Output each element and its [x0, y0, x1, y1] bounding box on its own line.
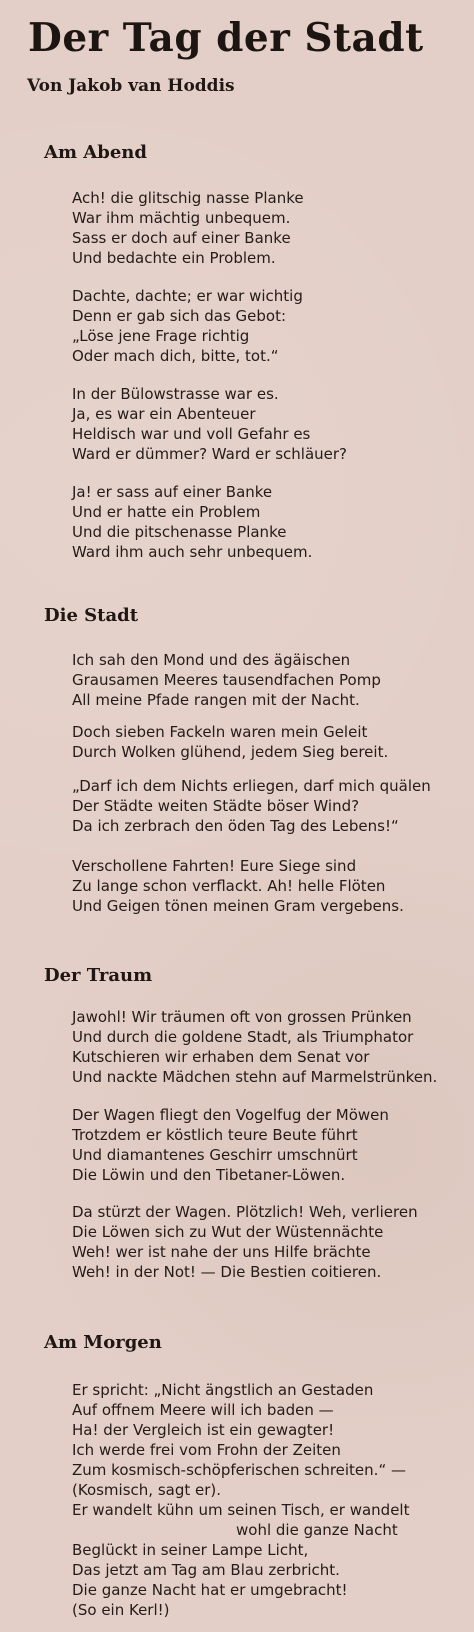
poem-line: Ja! er sass auf einer Banke	[72, 483, 273, 501]
poem-line: Ich werde frei vom Frohn der Zeiten	[72, 1441, 341, 1459]
stanza	[72, 650, 464, 710]
poem-line: Und Geigen tönen meinen Gram vergebens.	[72, 897, 404, 915]
poem-line: All meine Pfade rangen mit der Nacht.	[72, 691, 360, 709]
poem-line: wohl die ganze Nacht	[236, 1521, 398, 1539]
poem-line: Ich sah den Mond und des ägäischen	[72, 651, 351, 669]
poem-line: Oder mach dich, bitte, tot.“	[72, 347, 279, 365]
stanza	[72, 188, 464, 268]
section-title-die-stadt: Die Stadt	[44, 605, 139, 626]
poem-line: Beglückt in seiner Lampe Licht,	[72, 1541, 309, 1559]
poem-line: Grausamen Meeres tausendfachen Pomp	[72, 671, 381, 689]
poem-line: Zum kosmisch-schöpferischen schreiten.“ —	[72, 1461, 406, 1479]
poem-line: Kutschieren wir erhaben dem Senat vor	[72, 1048, 370, 1066]
poem-line: Die ganze Nacht hat er umgebracht!	[72, 1581, 348, 1599]
section-title-am-abend: Am Abend	[44, 142, 147, 163]
poem-line: Trotzdem er köstlich teure Beute führt	[72, 1126, 358, 1144]
poem-line: Der Städte weiten Städte böser Wind?	[72, 797, 360, 815]
poem-line: Denn er gab sich das Gebot:	[72, 307, 287, 325]
poem-line: Ward er dümmer? Ward er schläuer?	[72, 445, 348, 463]
poem-line: (Kosmisch, sagt er).	[72, 1481, 222, 1499]
stanza	[72, 1105, 464, 1185]
poem-line: Der Wagen fliegt den Vogelfug der Möwen	[72, 1106, 389, 1124]
poem-line: „Löse jene Frage richtig	[72, 327, 250, 345]
poem-line: Auf offnem Meere will ich baden —	[72, 1401, 334, 1419]
poem-line: Da ich zerbrach den öden Tag des Lebens!“	[72, 817, 399, 835]
poem-title: Der Tag der Stadt	[28, 15, 424, 61]
poem-line: Ja, es war ein Abenteuer	[72, 405, 256, 423]
poem-line: Dachte, dachte; er war wichtig	[72, 287, 303, 305]
stanza	[72, 1202, 464, 1282]
section-title-am-morgen: Am Morgen	[44, 1332, 162, 1353]
poem-line: Und durch die goldene Stadt, als Triumphator	[72, 1028, 414, 1046]
stanza	[72, 286, 464, 366]
poem-line: In der Bülowstrasse war es.	[72, 385, 279, 403]
poem-line: Er spricht: „Nicht ängstlich an Gestaden	[72, 1381, 374, 1399]
stanza	[72, 1007, 464, 1087]
poem-line: Die Löwen sich zu Wut der Wüstennächte	[72, 1223, 384, 1241]
poem-line: Doch sieben Fackeln waren mein Geleit	[72, 723, 368, 741]
author-line: Von Jakob van Hoddis	[27, 76, 235, 96]
poem-line: Und er hatte ein Problem	[72, 503, 261, 521]
poem-line: Ach! die glitschig nasse Planke	[72, 189, 304, 207]
poem-line: Und nackte Mädchen stehn auf Marmelstrünken.	[72, 1068, 438, 1086]
stanza	[72, 856, 464, 916]
poem-line: Sass er doch auf einer Banke	[72, 229, 291, 247]
poem-line: Und die pitschenasse Planke	[72, 523, 287, 541]
poem-line: Weh! wer ist nahe der uns Hilfe brächte	[72, 1243, 371, 1261]
poem-line: Heldisch war und voll Gefahr es	[72, 425, 311, 443]
poem-line: Da stürzt der Wagen. Plötzlich! Weh, verlieren	[72, 1203, 418, 1221]
stanza	[72, 1380, 464, 1620]
poem-line: „Darf ich dem Nichts erliegen, darf mich quälen	[72, 777, 431, 795]
poem-line: Und bedachte ein Problem.	[72, 249, 276, 267]
poem-line: Durch Wolken glühend, jedem Sieg bereit.	[72, 743, 389, 761]
poem-line: Das jetzt am Tag am Blau zerbricht.	[72, 1561, 340, 1579]
poem-line: Zu lange schon verflackt. Ah! helle Flöten	[72, 877, 386, 895]
poem-line: Die Löwin und den Tibetaner-Löwen.	[72, 1166, 346, 1184]
poem-line: Ward ihm auch sehr unbequem.	[72, 543, 313, 561]
poem-line: Und diamantenes Geschirr umschnürt	[72, 1146, 358, 1164]
poem-line: Ha! der Vergleich ist ein gewagter!	[72, 1421, 335, 1439]
stanza	[72, 722, 464, 762]
poem-line: Jawohl! Wir träumen oft von grossen Prünken	[72, 1008, 412, 1026]
poem-line: War ihm mächtig unbequem.	[72, 209, 291, 227]
poem-line: (So ein Kerl!)	[72, 1601, 170, 1619]
poem-line: Er wandelt kühn um seinen Tisch, er wandelt	[72, 1501, 410, 1519]
stanza	[72, 384, 464, 464]
stanza	[72, 482, 464, 562]
stanza	[72, 776, 464, 836]
section-title-der-traum: Der Traum	[44, 965, 153, 986]
poem-line: Weh! in der Not! — Die Bestien coitieren.	[72, 1263, 382, 1281]
poem-line: Verschollene Fahrten! Eure Siege sind	[72, 857, 357, 875]
